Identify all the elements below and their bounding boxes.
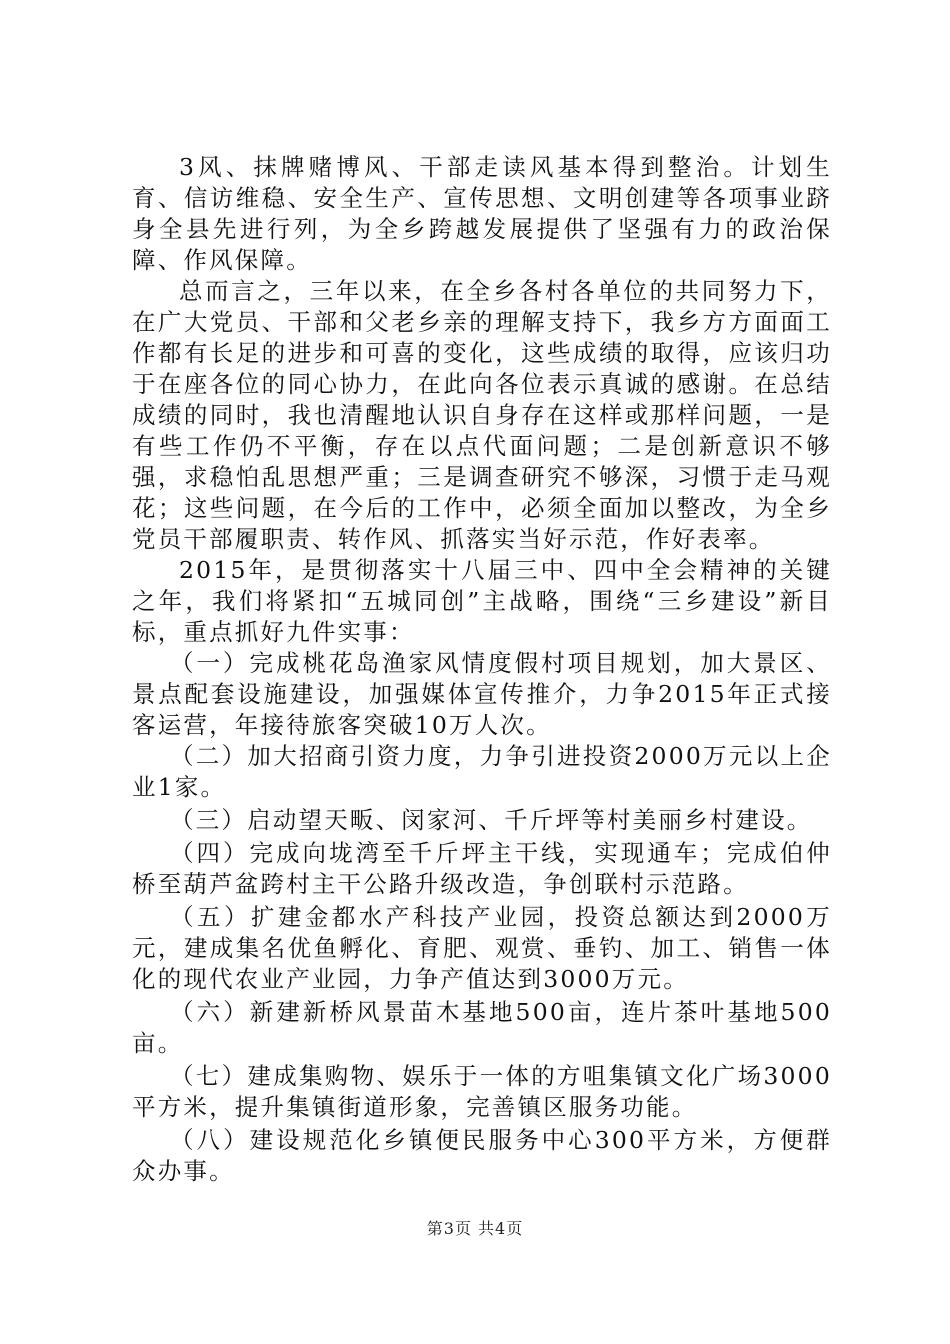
- item-2: （二）加大招商引资力度，力争引进投资2000万元以上企业1家。: [132, 742, 832, 801]
- paragraph-1: 3风、抹牌赌博风、干部走读风基本得到整治。计划生育、信访维稳、安全生产、宣传思想、文明创建等各项事业跻身全县先进行列，为全乡跨越发展提供了坚强有力的政治保障、作风保障。: [132, 153, 832, 274]
- item-4: （四）完成向垅湾至千斤坪主干线，实现通车；完成伯仲桥至葫芦盆跨村主干公路升级改造，争创联村示范路。: [132, 839, 832, 898]
- paragraph-3: 2015年，是贯彻落实十八届三中、四中全会精神的关键之年，我们将紧扣“五城同创”主战略，围绕“三乡建设”新目标，重点抓好九件实事：: [132, 556, 832, 646]
- document-body: [132, 152, 832, 1187]
- paragraph-2: 总而言之，三年以来，在全乡各村各单位的共同努力下，在广大党员、干部和父老乡亲的理解支持下，我乡方方面面工作都有长足的进步和可喜的变化，这些成绩的取得，应该归功于在座各位的同心协力，在此向各位表示真诚的感谢。在总结成绩的同时，我也清醒地认识自身存在这样或那样问题，一是有些工作仍不平衡，存在以点代面问题；二是创新意识不够强，求稳怕乱思想严重；三是调查研究不够深，习惯于走马观花；这些问题，在今后的工作中，必须全面加以整改，为全乡党员干部履职责、转作风、抓落实当好示范，作好表率。: [132, 277, 832, 553]
- item-3: （三）启动望天畈、闵家河、千斤坪等村美丽乡村建设。: [170, 806, 813, 834]
- item-6: （六）新建新桥风景苗木基地500亩，连片茶叶基地500亩。: [132, 998, 832, 1057]
- item-5: （五）扩建金都水产科技产业园，投资总额达到2000万元，建成集名优鱼孵化、育肥、观赏、垂钓、加工、销售一体化的现代农业产业园，力争产值达到3000万元。: [132, 903, 832, 993]
- item-1: （一）完成桃花岛渔家风情度假村项目规划，加大景区、景点配套设施建设，加强媒体宣传推介，力争2015年正式接客运营，年接待旅客突破10万人次。: [132, 649, 832, 739]
- item-8: （八）建设规范化乡镇便民服务中心300平方米，方便群众办事。: [132, 1126, 832, 1185]
- item-7: （七）建成集购物、娱乐于一体的方咀集镇文化广场3000平方米，提升集镇街道形象，完善镇区服务功能。: [132, 1062, 832, 1121]
- page-number-footer: 第3页 共4页: [426, 1219, 524, 1238]
